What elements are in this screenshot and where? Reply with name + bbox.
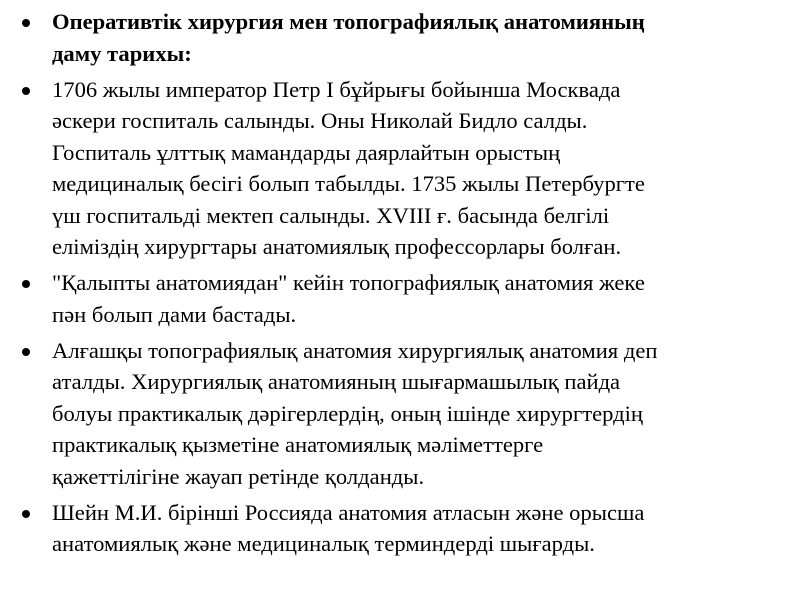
bullet-text-line: қажеттілігіне жауап ретінде қолданды. [52,463,425,489]
bullet-dot-icon [22,87,30,95]
bullet-text-line: Оперативтік хирургия мен топографиялық анатомияның [52,9,645,34]
bullet-text-line: еліміздің хирургтары анатомиялық профессорлары болған. [52,234,622,259]
bullet-text-line: үш госпитальді мектеп салынды. XVIII ғ. басында белгілі [52,202,610,228]
bullet-dot-icon [22,510,30,518]
bullet-text-line: "Қалыпты анатомиядан" кейін топографиялық анатомия жеке [52,270,645,295]
bullet-list [22,6,782,564]
bullet-dot-icon [22,280,30,288]
bullet-item-hospital-history [22,74,782,263]
bullet-text-line: әскери госпиталь салынды. Оны Николай Бидло салды. [52,108,588,133]
bullet-dot-icon [22,19,30,27]
bullet-item-shein-atlas [22,497,782,560]
bullet-dot-icon [22,348,30,356]
bullet-item-surgical-anatomy [22,335,782,493]
bullet-text-line: анатомиялық және медициналық терминдерді шығарды. [52,531,595,556]
bullet-text-line: практикалық қызметіне анатомиялық мәліметтерге [52,432,544,457]
bullet-text-line: Шейн М.И. бірінші Россияда анатомия атласын және орысша [52,499,645,525]
bullet-text-line: медициналық бесігі болып табылды. 1735 жылы Петербургте [52,171,645,196]
bullet-item-separate-subject [22,267,782,330]
bullet-text-line: 1706 жылы император Петр I бұйрығы бойынша Москвада [52,76,621,102]
bullet-text-line: даму тарихы: [52,40,192,66]
bullet-text-line: пән болып дами бастады. [52,301,297,327]
bullet-text-line: аталды. Хирургиялық анатомияның шығармашылық пайда [52,369,621,394]
bullet-item-heading [22,6,782,69]
bullet-text-line: Госпиталь ұлттық мамандарды даярлайтын орыстың [52,139,561,165]
bullet-text-line: болуы практикалық дәрігерлердің, оның ішінде хирургтердің [52,400,643,426]
bullet-text-line: Алғашқы топографиялық анатомия хирургиялық анатомия деп [52,337,658,363]
